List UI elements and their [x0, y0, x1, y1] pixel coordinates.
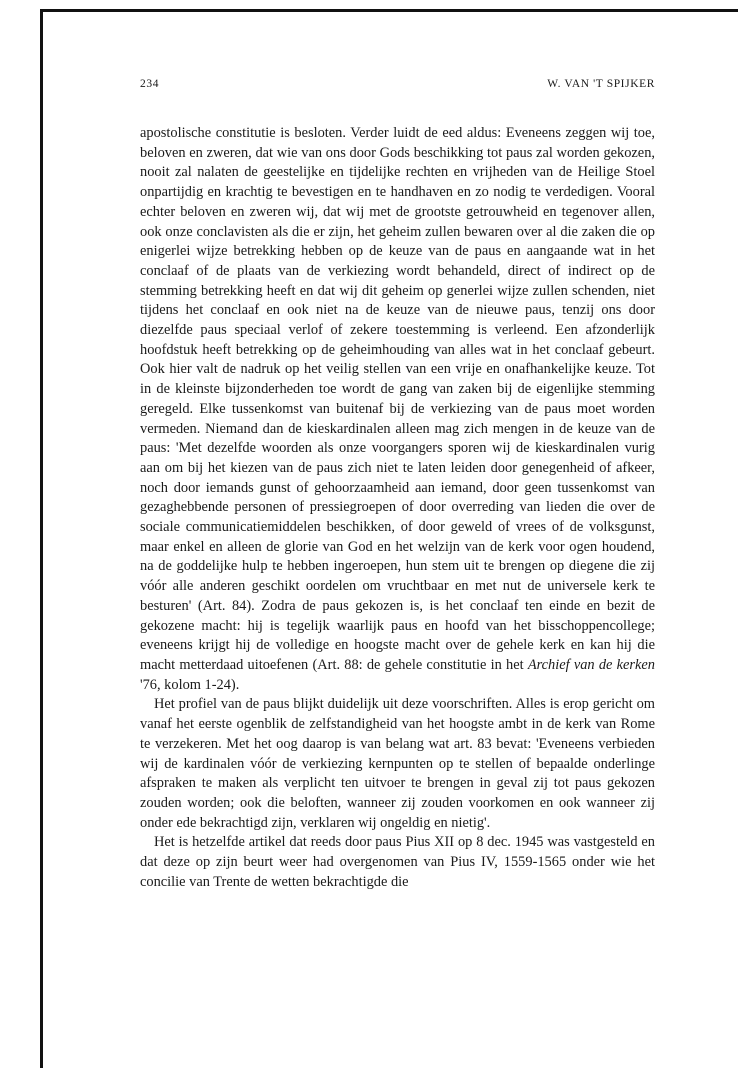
page-number: 234	[140, 78, 160, 90]
paragraph-1	[140, 124, 655, 695]
body-text	[140, 124, 655, 892]
scan-border-left	[40, 9, 43, 1068]
book-page	[140, 78, 655, 892]
running-title: W. VAN 'T SPIJKER	[547, 78, 655, 90]
paragraph-3: Het is hetzelfde artikel dat reeds door paus Pius XII op 8 dec. 1945 was vastgesteld en dat deze op zijn beurt weer had overgenomen van Pius IV, 1559-1565 onder wie het concilie van Trente de wetten bekrachtigde die	[140, 834, 655, 890]
paragraph-1-italic-title: Archief van de kerken	[527, 656, 655, 673]
scan-border-top	[40, 9, 738, 12]
paragraph-2: Het profiel van de paus blijkt duidelijk uit deze voorschriften. Alles is erop gericht om vanaf het eerste ogenblik de zelfstandigheid van het hoogste ambt in de kerk van Rome te verzekeren. Met het oog daarop is van belang wat art. 83 bevat: 'Eveneens verbieden wij de kardinalen vóór de verkiezing kernpunten op te stellen of bepaalde onderlinge afspraken te maken als verplicht ten uitvoer te brengen in geval zij tot paus gekozen zouden worden; ook die beloften, wanneer zij zouden voorkomen en ook wanneer zij onder ede bekrachtigd zijn, verklaren wij ongeldig en nietig'.	[140, 696, 655, 831]
paragraph-1-citation: '76, kolom 1-24).	[140, 676, 240, 693]
paragraph-1-text: apostolische constitutie is besloten. Verder luidt de eed aldus: Eveneens zeggen wij toe, beloven en zweren, dat wie van ons door Gods beschikking tot paus zal worden gekozen, nooit zal nalaten de geestelijke en tijdelijke rechten en vrijheden van de Heilige Stoel onpartijdig en krachtig te bevestigen en te handhaven en zo nodig te verdedigen. Vooral echter beloven en zweren wij, dat wij met de grootste getrouwheid en tegenover allen, ook onze conclavisten als die er zijn, het geheim zullen bewaren over al die zaken die op enigerlei wijze betrekking hebben op de keuze van de paus en aangaande wat in het conclaaf of de plaats van de verkiezing wordt behandeld, direct of indirect op de stemming betrekking heeft en dat wij dit geheim op generlei wijze zullen schenden, niet tijdens het conclaaf en ook niet na de keuze van de nieuwe paus, tenzij ons door diezelfde paus speciaal verlof of zekere toestemming is verleend. Een afzonderlijk hoofdstuk heeft betrekking op de geheimhouding van alles wat in het conclaaf gebeurt. Ook hier valt de nadruk op het veilig stellen van een vrije en onafhankelijke keuze. Tot in de kleinste bijzonderheden toe wordt de gang van zaken bij de eigenlijke stemming geregeld. Elke tussenkomst van buitenaf bij de verkiezing van de paus moet worden vermeden. Niemand dan de kieskardinalen alleen mag zich mengen in de keuze van de paus: 'Met dezelfde woorden als onze voorgangers sporen wij de kieskardinalen vurig aan om bij het kiezen van de paus zich niet te laten leiden door genegenheid of afkeer, noch door iemands gunst of gehoorzaamheid aan iemand, door geen tussenkomst van gezaghebbende personen of pressiegroepen of door overreding van lieden die over de sociale communicatiemiddelen beschikken, of door geweld of vrees of de volksgunst, maar enkel en alleen de glorie van God en het welzijn van de kerk voor ogen houdend, na de goddelijke hulp te hebben ingeroepen, hun stem uit te brengen op diegene die zij vóór alle anderen geschikt oordelen om vruchtbaar en met nut de universele kerk te besturen' (Art. 84). Zodra de paus gekozen is, is het conclaaf ten einde en bezit de gekozene macht: hij is tegelijk waarlijk paus en hoofd van het bisschoppencollege; eveneens krijgt hij de volledige en hoogste macht over de gehele kerk en kan hij die macht metterdaad uitoefenen (Art. 88: de gehele constitutie in het	[140, 125, 655, 673]
running-head	[140, 78, 655, 98]
